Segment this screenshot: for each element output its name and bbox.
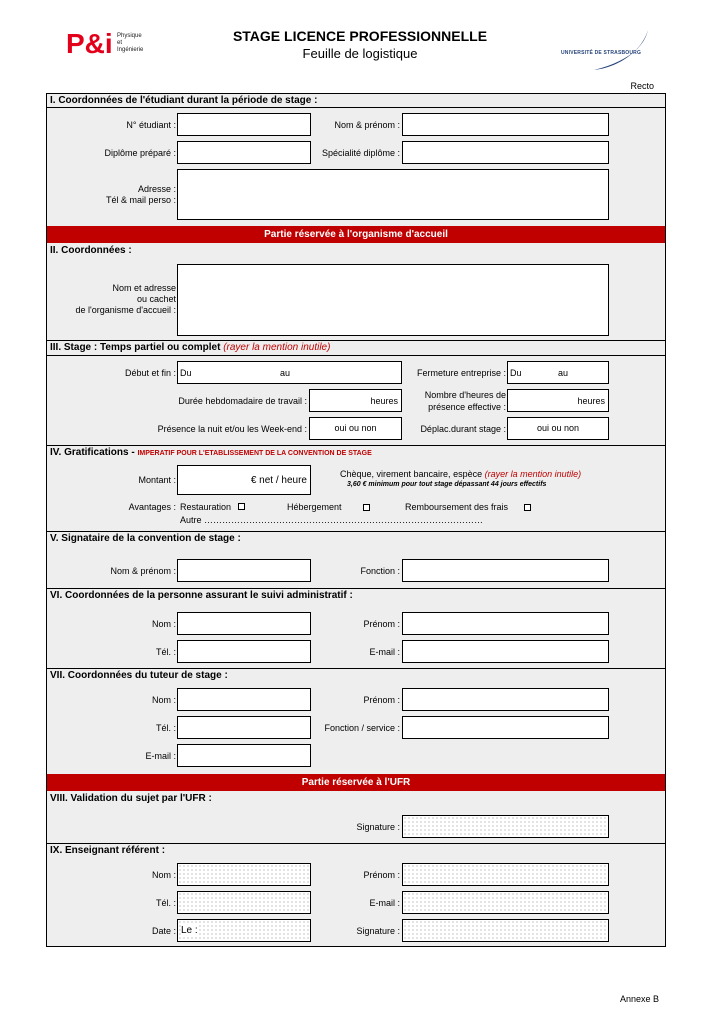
org-address-field[interactable] <box>177 264 609 336</box>
student-number-field[interactable] <box>177 113 311 136</box>
admin-email-label: E-mail : <box>369 647 400 657</box>
svg-text:P&i: P&i <box>66 28 112 57</box>
tutor-email-label: E-mail : <box>145 751 176 761</box>
effective-hours-label-1: Nombre d'heures de <box>424 390 506 400</box>
divider <box>47 668 665 669</box>
payment-methods: Chèque, virement bancaire, espèce (rayer la mention inutile) <box>340 469 582 479</box>
speciality-label: Spécialité diplôme : <box>321 148 400 158</box>
amount-label: Montant : <box>138 475 176 485</box>
diploma-label: Diplôme préparé : <box>104 148 176 158</box>
travel-field[interactable]: oui ou non <box>507 417 609 440</box>
ufr-section-banner: Partie réservée à l'UFR <box>47 774 665 791</box>
restauration-checkbox[interactable] <box>238 503 245 510</box>
restauration-label: Restauration <box>180 502 232 512</box>
section-3-title: III. Stage : Temps partiel ou complet (rayer la mention inutile) <box>50 342 331 353</box>
divider <box>47 843 665 844</box>
signatory-name-field[interactable] <box>177 559 311 582</box>
hebergement-label: Hébergement <box>287 502 342 512</box>
ufr-signature-field[interactable] <box>402 815 609 838</box>
effective-hours-field[interactable]: heures <box>507 389 609 412</box>
referent-lastname-field[interactable] <box>177 863 311 886</box>
closure-field[interactable]: Du au <box>507 361 609 384</box>
student-name-field[interactable] <box>402 113 609 136</box>
annexe-label: Annexe B <box>620 994 660 1004</box>
weekly-hours-field[interactable]: heures <box>309 389 402 412</box>
night-weekend-field[interactable]: oui ou non <box>309 417 402 440</box>
signatory-function-label: Fonction : <box>360 566 400 576</box>
travel-label: Déplac.durant stage : <box>420 424 506 434</box>
referent-phone-label: Tél. : <box>155 898 176 908</box>
referent-signature-label: Signature : <box>356 926 400 936</box>
section-9-title: IX. Enseignant référent : <box>50 845 166 856</box>
referent-phone-field[interactable] <box>177 891 311 914</box>
amount-field[interactable]: € net / heure <box>177 465 311 495</box>
admin-lastname-label: Nom : <box>151 619 176 629</box>
signatory-name-label: Nom & prénom : <box>110 566 176 576</box>
referent-firstname-field[interactable] <box>402 863 609 886</box>
weekly-hours-label: Durée hebdomadaire de travail : <box>178 396 307 406</box>
divider <box>47 107 665 108</box>
section-7-title: VII. Coordonnées du tuteur de stage : <box>50 670 228 681</box>
hebergement-checkbox[interactable] <box>363 504 370 511</box>
section-6-title: VI. Coordonnées de la personne assurant le suivi administratif : <box>50 590 353 601</box>
referent-date-field[interactable]: Le : <box>177 919 311 942</box>
student-number-label: N° étudiant : <box>126 120 176 130</box>
closure-label: Fermeture entreprise : <box>416 368 506 378</box>
tutor-lastname-label: Nom : <box>151 695 176 705</box>
referent-date-label: Date : <box>151 926 176 936</box>
admin-phone-label: Tél. : <box>155 647 176 657</box>
divider <box>47 588 665 589</box>
referent-email-label: E-mail : <box>369 898 400 908</box>
referent-signature-field[interactable] <box>402 919 609 942</box>
signatory-function-field[interactable] <box>402 559 609 582</box>
org-name-label-3: de l'organisme d'accueil : <box>75 305 176 315</box>
admin-firstname-field[interactable] <box>402 612 609 635</box>
night-weekend-label: Présence la nuit et/ou les Week-end : <box>157 424 307 434</box>
admin-phone-field[interactable] <box>177 640 311 663</box>
section-1-title: I. Coordonnées de l'étudiant durant la période de stage : <box>50 95 318 106</box>
minimum-note: 3,60 € minimum pour tout stage dépassant 44 jours effectifs <box>347 481 547 488</box>
start-end-label: Début et fin : <box>124 368 176 378</box>
section-5-title: V. Signataire de la convention de stage : <box>50 533 241 544</box>
tutor-email-field[interactable] <box>177 744 311 767</box>
tutor-firstname-label: Prénom : <box>363 695 400 705</box>
tutor-function-label: Fonction / service : <box>324 723 400 733</box>
page-title: STAGE LICENCE PROFESSIONNELLE <box>232 28 488 44</box>
other-benefits: Autre ………………………………………………………………………………… <box>180 515 484 525</box>
divider <box>47 531 665 532</box>
referent-email-field[interactable] <box>402 891 609 914</box>
referent-lastname-label: Nom : <box>151 870 176 880</box>
page-subtitle: Feuille de logistique <box>302 46 418 61</box>
pi-logo-mark <box>66 27 112 57</box>
tutor-phone-label: Tél. : <box>155 723 176 733</box>
host-section-banner: Partie réservée à l'organisme d'accueil <box>47 226 665 243</box>
recto-label: Recto <box>630 81 654 91</box>
phone-mail-label: Tél & mail perso : <box>105 195 176 205</box>
reimbursement-label: Remboursement des frais <box>405 502 509 512</box>
divider <box>47 445 665 446</box>
speciality-field[interactable] <box>402 141 609 164</box>
divider <box>47 340 665 341</box>
effective-hours-label-2: présence effective : <box>428 402 506 412</box>
tutor-function-field[interactable] <box>402 716 609 739</box>
pi-logo <box>66 27 112 57</box>
admin-firstname-label: Prénom : <box>363 619 400 629</box>
logo-subtitle: Physique et Ingénierie <box>117 33 144 53</box>
student-name-label: Nom & prénom : <box>334 120 400 130</box>
org-name-label-2: ou cachet <box>136 294 176 304</box>
referent-firstname-label: Prénom : <box>363 870 400 880</box>
reimbursement-checkbox[interactable] <box>524 504 531 511</box>
divider <box>47 355 665 356</box>
admin-lastname-field[interactable] <box>177 612 311 635</box>
benefits-label: Avantages : <box>128 502 176 512</box>
start-end-field[interactable]: Du au <box>177 361 402 384</box>
ufr-signature-label: Signature : <box>356 822 400 832</box>
section-8-title: VIII. Validation du sujet par l'UFR : <box>50 793 212 804</box>
section-2-title: II. Coordonnées : <box>50 245 132 256</box>
admin-email-field[interactable] <box>402 640 609 663</box>
logistics-form <box>46 93 666 947</box>
tutor-firstname-field[interactable] <box>402 688 609 711</box>
address-field[interactable] <box>177 169 609 220</box>
section-4-title: IV. Gratifications - IMPERATIF POUR L'ETABLISSEMENT DE LA CONVENTION DE STAGE <box>50 447 372 458</box>
org-name-label-1: Nom et adresse <box>112 283 176 293</box>
address-label: Adresse : <box>137 184 176 194</box>
university-name: UNIVERSITÉ DE STRASBOURG <box>561 50 642 56</box>
tutor-lastname-field[interactable] <box>177 688 311 711</box>
